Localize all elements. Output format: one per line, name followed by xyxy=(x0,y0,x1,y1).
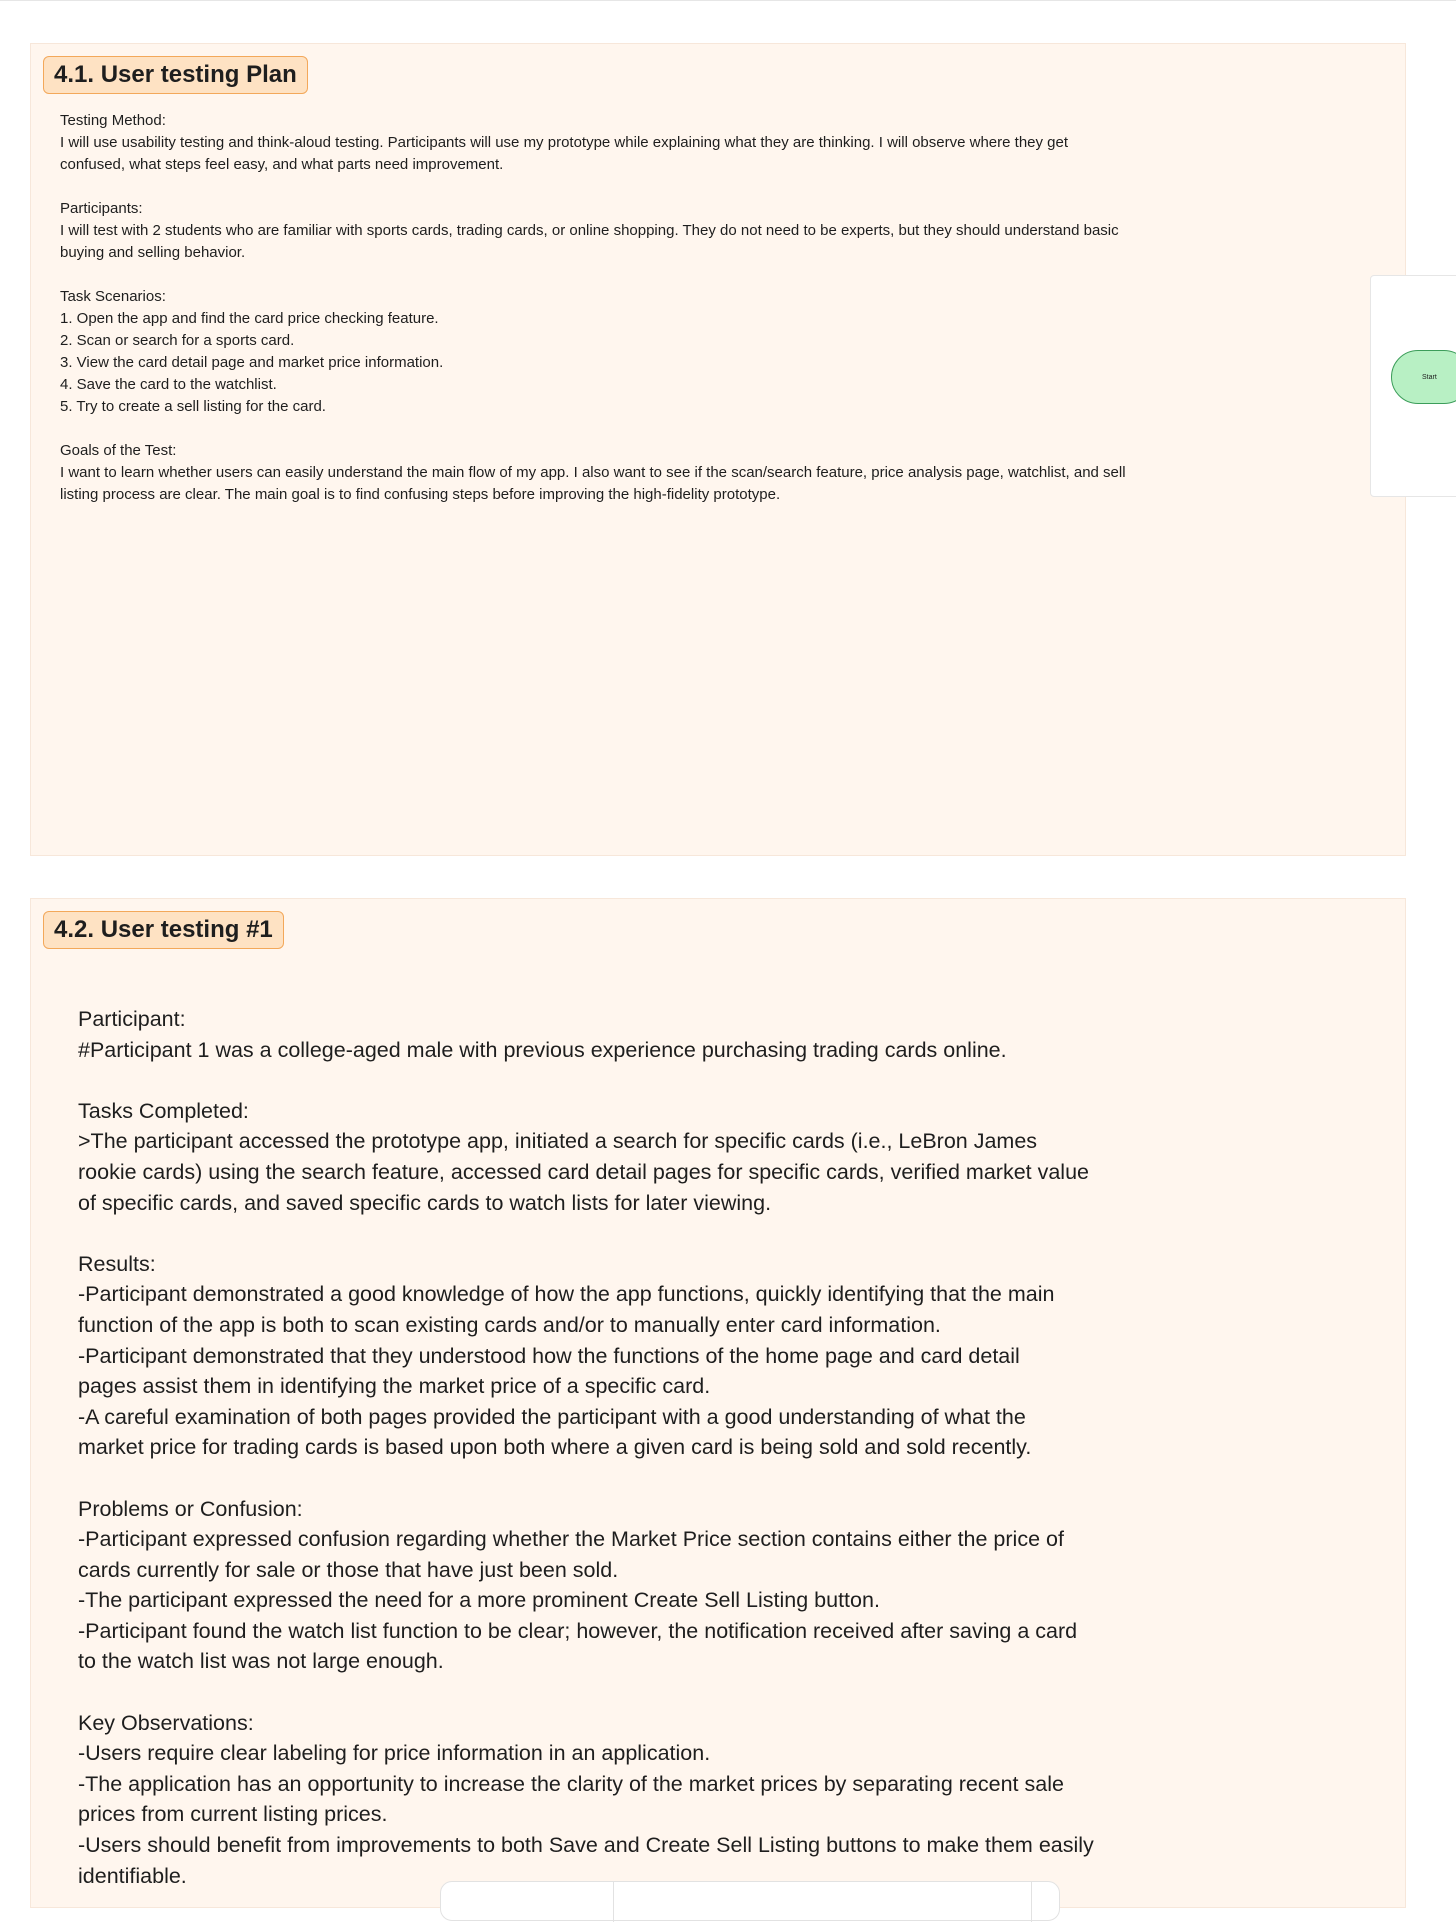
results-line: pages assist them in identifying the market price of a specific card. xyxy=(78,1374,711,1399)
observations-line: prices from current listing prices. xyxy=(78,1802,388,1827)
bottom-toolbar[interactable] xyxy=(440,1881,1060,1921)
task-scenario-item: 5. Try to create a sell listing for the card. xyxy=(60,398,326,415)
observations-line: -The application has an opportunity to increase the clarity of the market prices by separating recent sale xyxy=(78,1771,1064,1796)
user-testing-1-text[interactable] xyxy=(78,1004,1118,1891)
testing-method-line: I will use usability testing and think-aloud testing. Participants will use my prototype while explaining what they are thinking. I will observe where they get xyxy=(60,134,1069,151)
results-line: -Participant demonstrated a good knowledge of how the app functions, quickly identifying that the main xyxy=(78,1282,1055,1307)
problems-heading: Problems or Confusion: xyxy=(78,1496,303,1521)
participant-line: #Participant 1 was a college-aged male with previous experience purchasing trading cards online. xyxy=(78,1037,1007,1062)
task-scenario-item: 2. Scan or search for a sports card. xyxy=(60,332,295,349)
participants-line: I will test with 2 students who are familiar with sports cards, trading cards, or online shopping. They do not need to be experts, but they should understand basic xyxy=(60,222,1119,239)
observations-line: -Users require clear labeling for price information in an application. xyxy=(78,1741,711,1766)
results-heading: Results: xyxy=(78,1251,156,1276)
problems-block xyxy=(78,1494,1118,1678)
testing-method-line: confused, what steps feel easy, and what parts need improvement. xyxy=(60,156,504,173)
goals-heading: Goals of the Test: xyxy=(60,442,177,459)
observations-line: identifiable. xyxy=(78,1863,187,1888)
task-scenarios-heading: Task Scenarios: xyxy=(60,288,166,305)
observations-heading: Key Observations: xyxy=(78,1710,254,1735)
results-line: -A careful examination of both pages provided the participant with a good understanding of what the xyxy=(78,1404,1026,1429)
goals-block xyxy=(60,440,1220,506)
testing-method-heading: Testing Method: xyxy=(60,112,166,129)
canvas-top-edge xyxy=(0,0,1456,1)
problems-line: -Participant expressed confusion regarding whether the Market Price section contains either the price of xyxy=(78,1527,1064,1552)
section-title[interactable]: 4.1. User testing Plan xyxy=(43,56,308,94)
task-scenario-item: 3. View the card detail page and market price information. xyxy=(60,354,444,371)
goals-line: listing process are clear. The main goal is to find confusing steps before improving the high-fidelity prototype. xyxy=(60,486,781,503)
results-line: market price for trading cards is based upon both where a given card is being sold and sold recently. xyxy=(78,1435,1032,1460)
observations-block xyxy=(78,1708,1118,1892)
tasks-completed-block xyxy=(78,1096,1118,1218)
participants-heading: Participants: xyxy=(60,200,143,217)
task-scenario-item: 1. Open the app and find the card price checking feature. xyxy=(60,310,439,327)
results-block xyxy=(78,1249,1118,1463)
tasks-completed-heading: Tasks Completed: xyxy=(78,1098,249,1123)
user-testing-1-section[interactable] xyxy=(30,898,1406,1908)
observations-line: -Users should benefit from improvements to both Save and Create Sell Listing buttons to make them easily xyxy=(78,1833,1094,1858)
participant-block xyxy=(78,1004,1118,1065)
toolbar-divider xyxy=(613,1882,614,1922)
task-scenario-item: 4. Save the card to the watchlist. xyxy=(60,376,277,393)
problems-line: -Participant found the watch list function to be clear; however, the notification received after saving a card xyxy=(78,1618,1078,1643)
flowchart-frame[interactable] xyxy=(1370,275,1456,497)
results-line: -Participant demonstrated that they understood how the functions of the home page and card detail xyxy=(78,1343,1020,1368)
problems-line: to the watch list was not large enough. xyxy=(78,1649,444,1674)
start-node[interactable]: Start xyxy=(1391,350,1456,404)
participants-block xyxy=(60,198,1220,264)
section-title[interactable]: 4.2. User testing #1 xyxy=(43,911,284,949)
tasks-completed-line: rookie cards) using the search feature, accessed card detail pages for specific cards, verified market value xyxy=(78,1159,1089,1184)
user-testing-plan-section[interactable] xyxy=(30,43,1406,856)
participants-line: buying and selling behavior. xyxy=(60,244,246,261)
toolbar-divider xyxy=(1031,1882,1032,1922)
problems-line: -The participant expressed the need for a more prominent Create Sell Listing button. xyxy=(78,1588,880,1613)
task-scenarios-block xyxy=(60,286,1220,418)
tasks-completed-line: >The participant accessed the prototype app, initiated a search for specific cards (i.e., LeBron James xyxy=(78,1129,1038,1154)
user-testing-plan-text[interactable] xyxy=(60,110,1220,506)
participant-heading: Participant: xyxy=(78,1007,186,1031)
testing-method-block xyxy=(60,110,1220,176)
goals-line: I want to learn whether users can easily understand the main flow of my app. I also want to see if the scan/search feature, price analysis page, watchlist, and sell xyxy=(60,464,1126,481)
problems-line: cards currently for sale or those that have just been sold. xyxy=(78,1557,619,1582)
results-line: function of the app is both to scan existing cards and/or to manually enter card information. xyxy=(78,1312,941,1337)
tasks-completed-line: of specific cards, and saved specific cards to watch lists for later viewing. xyxy=(78,1190,772,1215)
